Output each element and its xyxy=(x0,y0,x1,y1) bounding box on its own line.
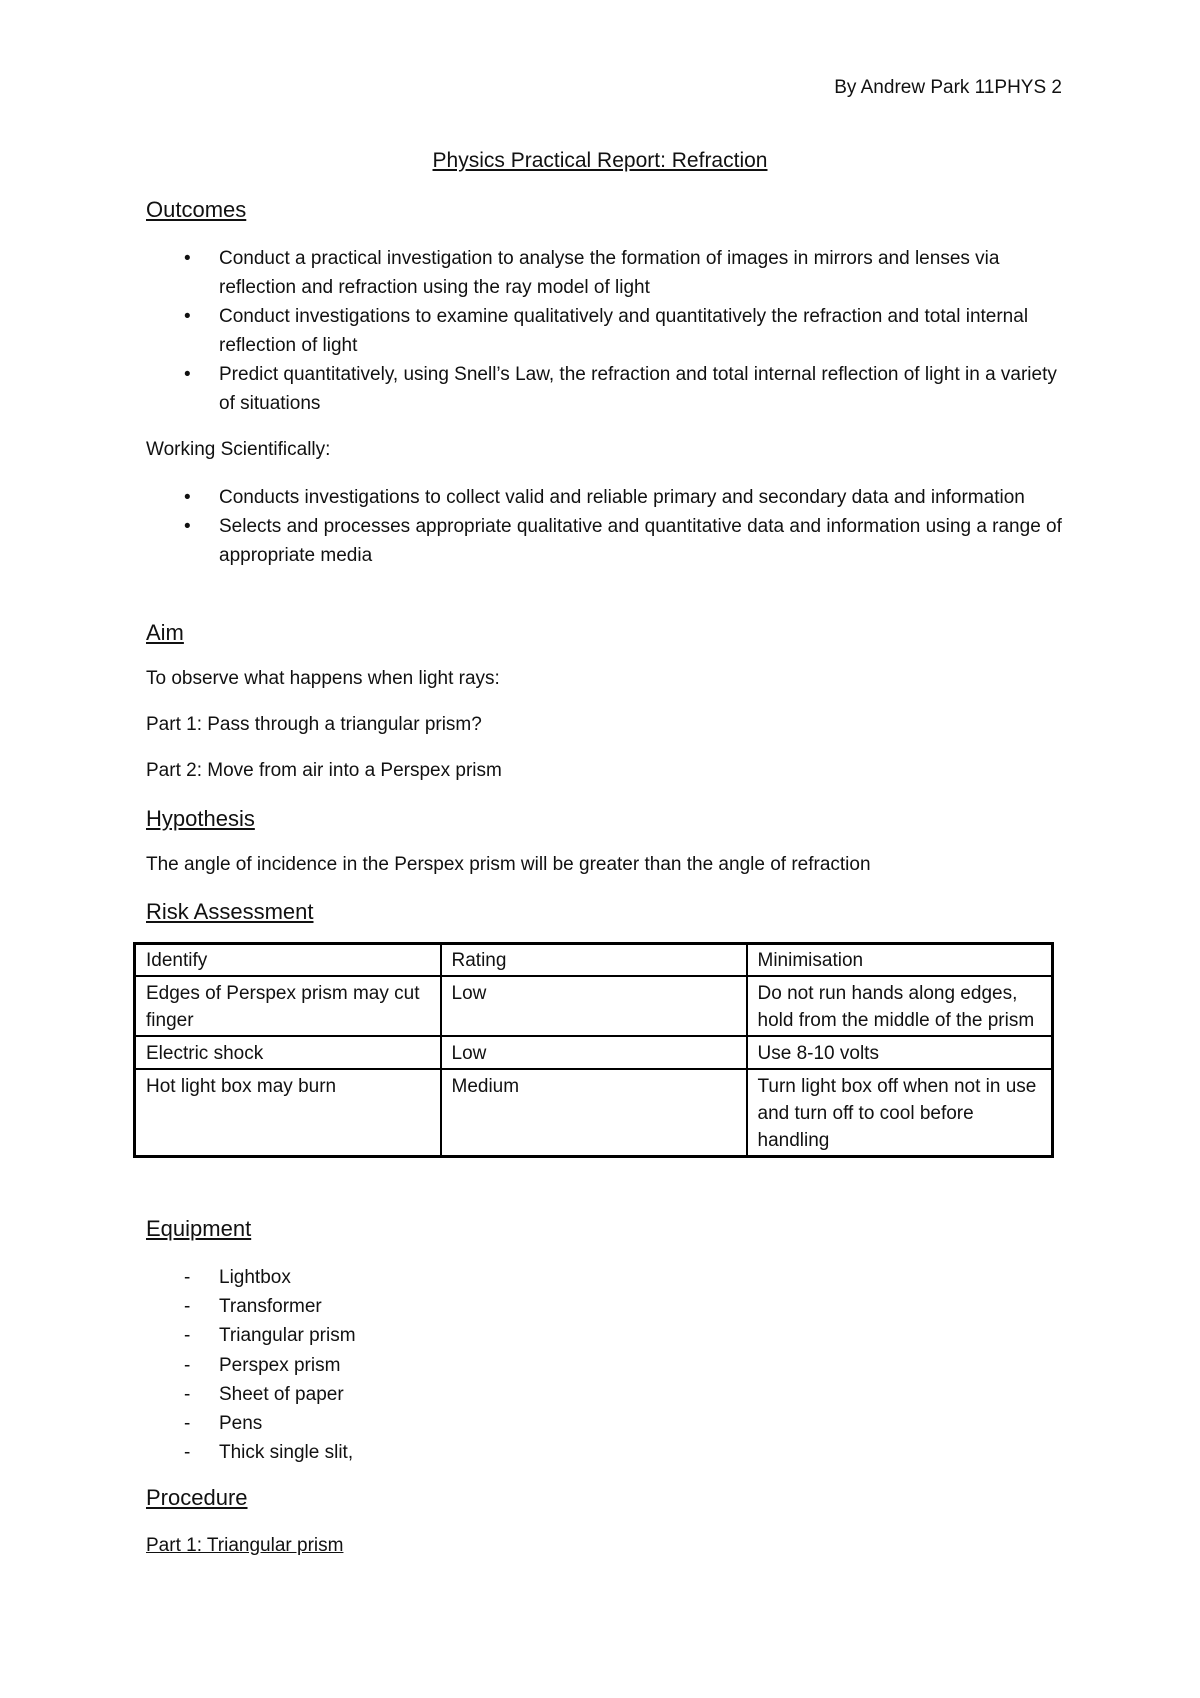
table-cell: Edges of Perspex prism may cut finger xyxy=(135,976,441,1036)
outcome-item: • Predict quantitatively, using Snell’s Law, the refraction and total internal reflection of light in a variety of situations xyxy=(146,360,1066,418)
equipment-item: - Sheet of paper xyxy=(146,1380,846,1409)
column-header: Rating xyxy=(441,944,747,977)
table-cell: Use 8-10 volts xyxy=(747,1036,1053,1069)
outcomes-heading: Outcomes xyxy=(146,197,247,222)
equipment-item: - Thick single slit, xyxy=(146,1438,846,1467)
risk-table xyxy=(133,942,1054,1158)
table-row xyxy=(135,1036,1053,1069)
aim-intro: To observe what happens when light rays: xyxy=(146,668,500,689)
equipment-item: - Transformer xyxy=(146,1292,846,1321)
equipment-item: - Triangular prism xyxy=(146,1321,846,1350)
hypothesis-heading: Hypothesis xyxy=(146,806,255,831)
working-scientifically-list xyxy=(146,483,1066,570)
aim-part2: Part 2: Move from air into a Perspex prism xyxy=(146,760,502,781)
equipment-item: - Perspex prism xyxy=(146,1351,846,1380)
equipment-list xyxy=(146,1263,846,1467)
working-scientifically-label: Working Scientifically: xyxy=(146,439,331,460)
ws-item: • Selects and processes appropriate qualitative and quantitative data and information using a range of appropriate media xyxy=(146,512,1066,570)
table-row xyxy=(135,976,1053,1036)
aim-part1: Part 1: Pass through a triangular prism? xyxy=(146,714,482,735)
equipment-item: - Pens xyxy=(146,1409,846,1438)
table-cell: Low xyxy=(441,976,747,1036)
procedure-part1-label: Part 1: Triangular prism xyxy=(146,1535,344,1556)
outcome-item: • Conduct a practical investigation to analyse the formation of images in mirrors and lenses via reflection and refraction using the ray model of light xyxy=(146,244,1066,302)
table-cell: Low xyxy=(441,1036,747,1069)
table-cell: Electric shock xyxy=(135,1036,441,1069)
equipment-item: - Lightbox xyxy=(146,1263,846,1292)
table-header-row xyxy=(135,944,1053,977)
author-header: By Andrew Park 11PHYS 2 xyxy=(834,77,1062,98)
ws-item: • Conducts investigations to collect valid and reliable primary and secondary data and information xyxy=(146,483,1066,512)
outcome-item: • Conduct investigations to examine qualitatively and quantitatively the refraction and total internal reflection of light xyxy=(146,302,1066,360)
table-cell: Medium xyxy=(441,1069,747,1157)
column-header: Identify xyxy=(135,944,441,977)
column-header: Minimisation xyxy=(747,944,1053,977)
table-cell: Hot light box may burn xyxy=(135,1069,441,1157)
equipment-heading: Equipment xyxy=(146,1216,252,1241)
page-title: Physics Practical Report: Refraction xyxy=(432,149,768,172)
table-row xyxy=(135,1069,1053,1157)
hypothesis-text: The angle of incidence in the Perspex prism will be greater than the angle of refraction xyxy=(146,854,871,875)
procedure-heading: Procedure xyxy=(146,1485,248,1510)
table-cell: Turn light box off when not in use and turn off to cool before handling xyxy=(747,1069,1053,1157)
aim-heading: Aim xyxy=(146,620,184,645)
table-cell: Do not run hands along edges, hold from the middle of the prism xyxy=(747,976,1053,1036)
outcomes-list xyxy=(146,244,1066,418)
risk-assessment-heading: Risk Assessment xyxy=(146,899,314,924)
